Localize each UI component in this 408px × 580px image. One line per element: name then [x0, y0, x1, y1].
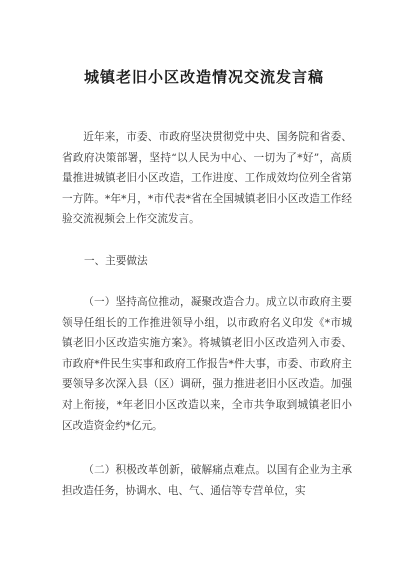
paragraph-item-2: （二）积极改革创新，破解痛点难点。以国有企业为主承担改造任务，协调水、电、气、通信等专营单位，实	[62, 464, 352, 497]
section-heading: 一、主要做法	[84, 255, 148, 267]
paragraph-item-1: （一）坚持高位推动，凝聚改造合力。成立以市政府主要领导任组长的工作推进领导小组，以市政府名义印发《*市城镇老旧小区改造实施方案》。将城镇老旧小区改造列入市委、市政府*件民生实事和政府工作报告*件大事，市委、市政府主要领导多次深入县（区）调研，强力推进老旧小区改造。加强对上衔接，*年老旧小区改造以来，全市共争取到城镇老旧小区改造资金约*亿元。	[62, 296, 352, 432]
intro-paragraph: 近年来，市委、市政府坚决贯彻党中央、国务院和省委、省政府决策部署，坚持“以人民为中心、一切为了*好”，高质量推进城镇老旧小区改造，工作进度、工作成效均位列全省第一方阵。*年*月，*市代表*省在全国城镇老旧小区改造工作经验交流视频会上作交流发言。	[62, 131, 352, 226]
document-title: 城镇老旧小区改造情况交流发言稿	[83, 68, 324, 86]
